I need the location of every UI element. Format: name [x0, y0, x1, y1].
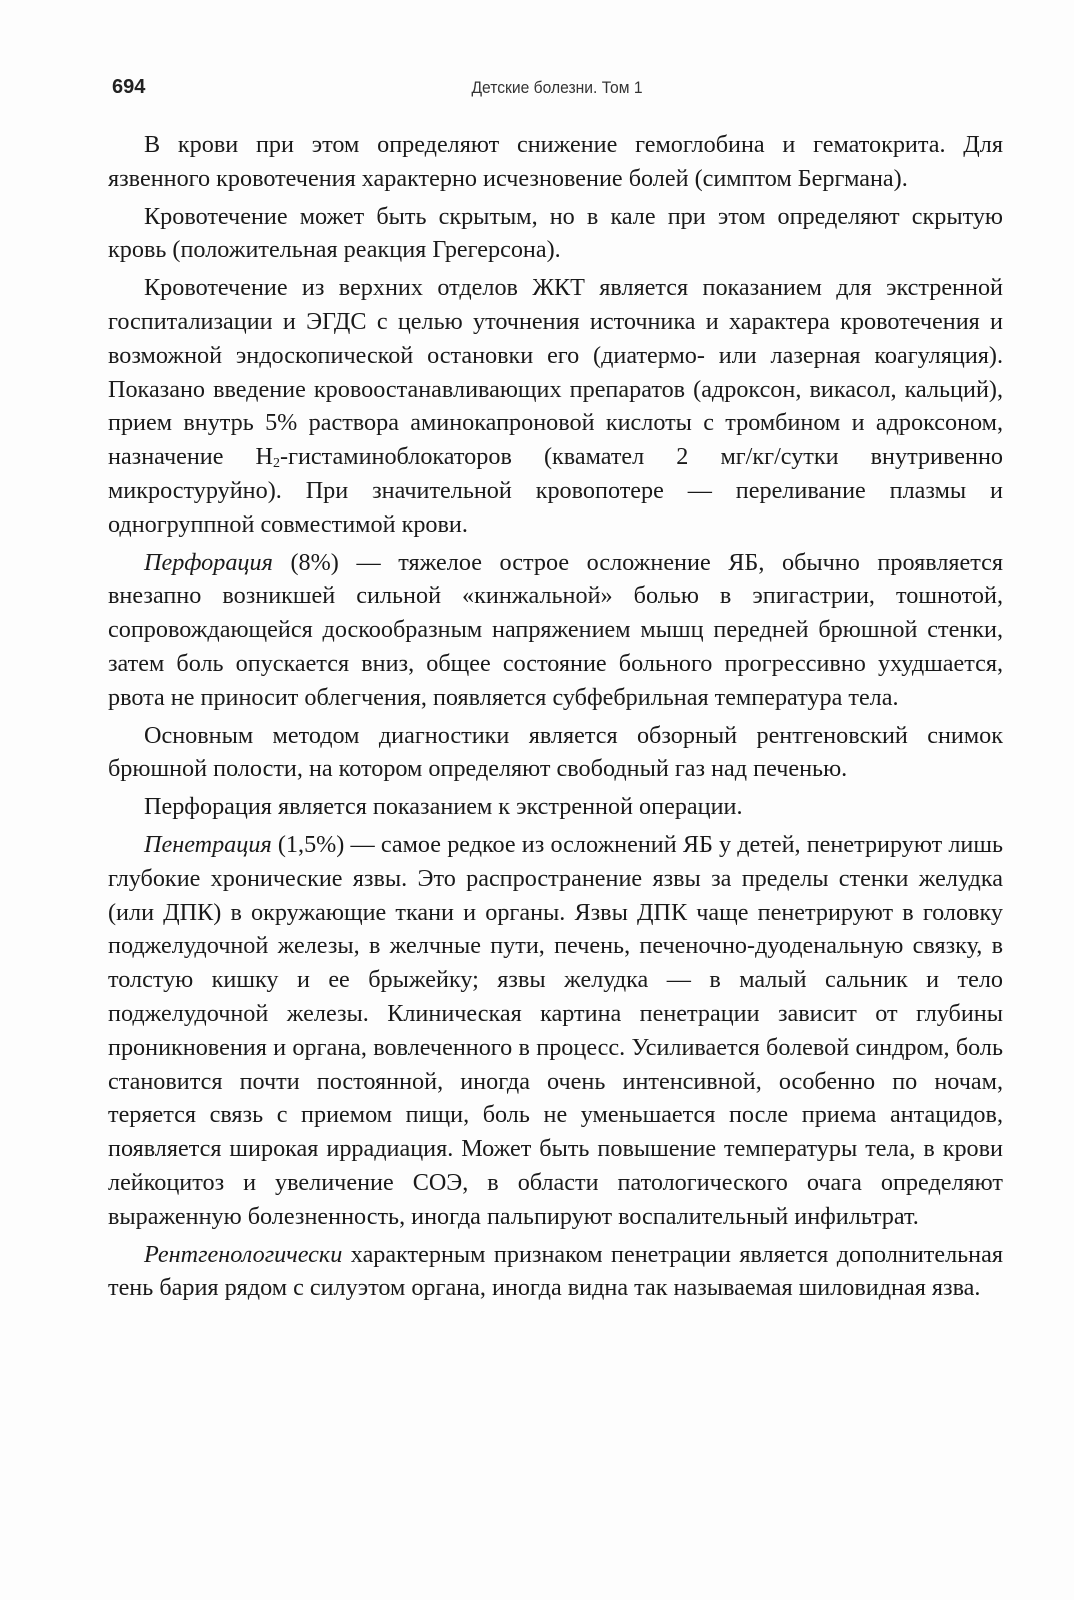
paragraph-perforation — [108, 546, 1003, 715]
page-number: 694 — [112, 76, 146, 98]
term-penetration: Пенетрация — [144, 830, 272, 858]
h2-subscript: 2 — [273, 456, 281, 472]
paragraph-bleeding-treatment — [108, 271, 1003, 541]
paragraph-perforation-surgery: Перфорация является показанием к экстренной операции. — [144, 793, 743, 821]
paragraph-penetration — [108, 828, 1003, 1234]
page-header — [112, 76, 1002, 106]
paragraph-perforation-diagnostics: Основным методом диагностики является обзорный рентгеновский снимок брюшной полости, на котором определяют свободный газ над печенью. — [108, 721, 1003, 783]
treatment-text-part2: -гистаминоблокаторов (квамател 2 мг/кг/сутки внутривенно микростуруйно). При значительной кровопотере — переливание плазмы и одногруппной совместимой крови. — [108, 443, 1003, 538]
paragraph-radiology — [108, 1238, 1003, 1306]
radiology-text: характерным признаком пенетрации является дополнительная тень бария рядом с силуэтом органа, иногда видна так называемая шиловидная язва. — [108, 1240, 1003, 1302]
paragraph-hidden-bleeding: Кровотечение может быть скрытым, но в кале при этом определяют скрытую кровь (положительная реакция Грегерсона). — [108, 202, 1003, 264]
treatment-text-part1: Кровотечение из верхних отделов ЖКТ является показанием для экстренной госпитализации и ЭГДС с целью уточнения источника и характера кровотечения и возможной эндоскопической остановки его (диатермо- или лазерная коагуляция). Показано введение кровоостанавливающих препаратов (адроксон, викасол, кальций), прием внутрь 5% раствора аминокапроновой кислоты с тромбином и адроксоном, назначение H — [108, 274, 1003, 471]
running-title: Детские болезни. Том 1 — [471, 78, 643, 97]
term-radiology: Рентгенологически — [144, 1240, 343, 1268]
body-text — [108, 128, 1003, 1309]
perforation-text: (8%) — тяжелое острое осложнение ЯБ, обычно проявляется внезапно возникшей сильной «кинжальной» болью в эпигастрии, тошнотой, сопровождающейся доскообразным напряжением мышц передней брюшной стенки, затем боль опускается вниз, общее состояние больного прогрессивно ухудшается, рвота не приносит облегчения, появляется субфебрильная температура тела. — [108, 548, 1003, 711]
term-perforation: Перфорация — [144, 548, 273, 576]
paragraph-blood-findings: В крови при этом определяют снижение гемоглобина и гематокрита. Для язвенного кровотечения характерно исчезновение болей (симптом Бергмана). — [108, 131, 1003, 192]
penetration-text: (1,5%) — самое редкое из осложнений ЯБ у детей, пенетрируют лишь глубокие хронические язвы. Это распространение язвы за пределы стенки желудка (или ДПК) в окружающие ткани и органы. Язвы ДПК чаще пенетрируют в головку поджелудочной железы, в желчные пути, печень, печеночно-дуоденальную связку, в толстую кишку и ее брыжейку; язвы желудка — в малый сальник и тело поджелудочной железы. Клиническая картина пенетрации зависит от глубины проникновения и органа, вовлеченного в процесс. Усиливается болевой синдром, боль становится почти постоянной, иногда очень интенсивной, особенно по ночам, теряется связь с приемом пищи, боль не уменьшается после приема антацидов, появляется широкая иррадиация. Может быть повышение температуры тела, в крови лейкоцитоз и увеличение СОЭ, в области патологического очага определяют выраженную болезненность, иногда пальпируют воспалительный инфильтрат. — [108, 830, 1003, 1230]
